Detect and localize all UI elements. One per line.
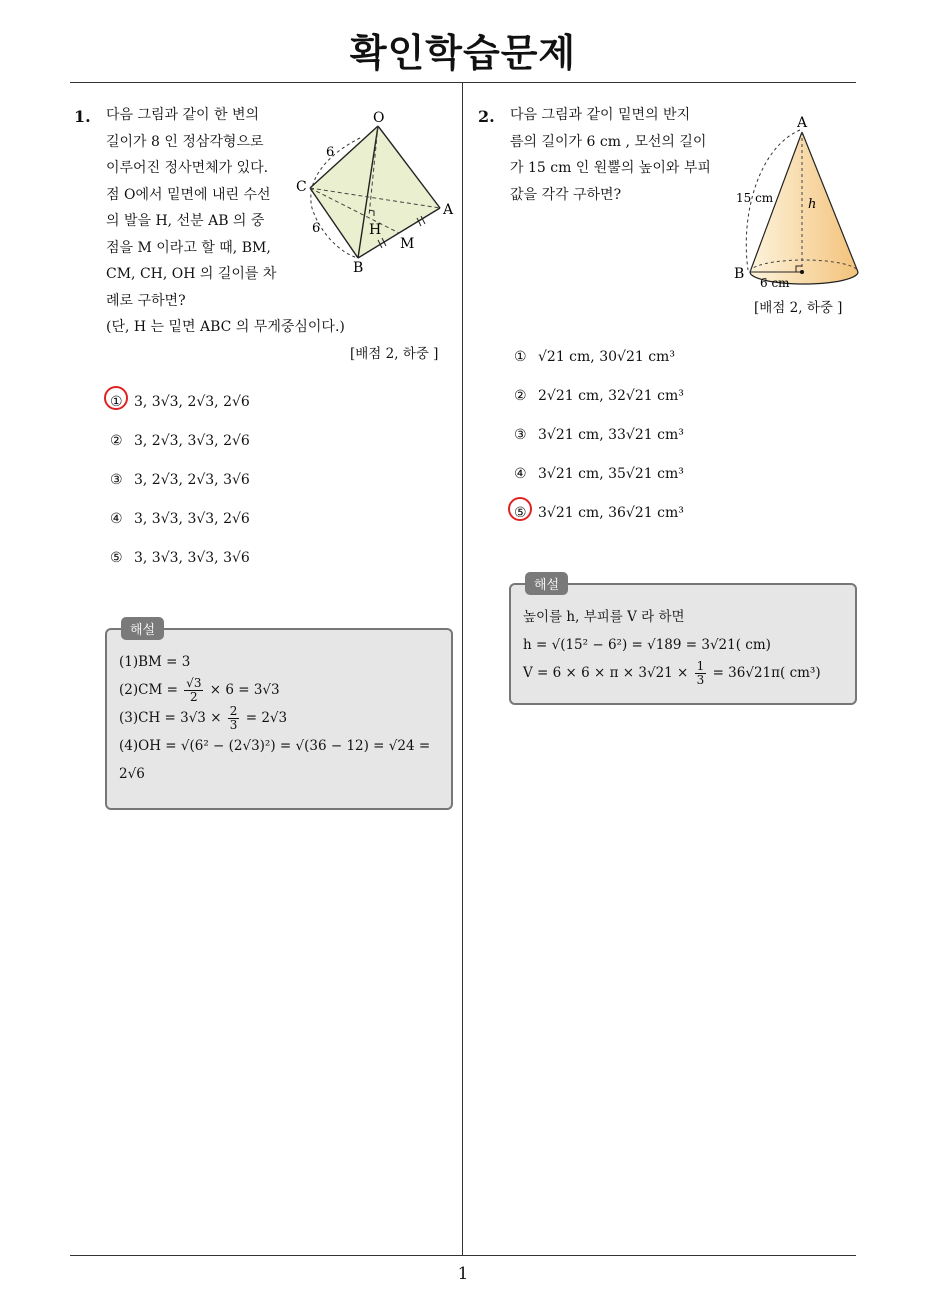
option-text: 3, 3√3, 2√3, 2√6 bbox=[134, 394, 250, 410]
numerator: 1 bbox=[696, 659, 705, 673]
q1-stem-line: 다음 그림과 같이 한 변의 bbox=[106, 107, 260, 123]
label-b: B bbox=[734, 266, 745, 282]
solution-text: (2)CM = bbox=[119, 682, 183, 698]
option-number: ④ bbox=[514, 466, 527, 482]
q2-stem-line: 값을 각각 구하면? bbox=[510, 186, 622, 203]
label-m: M bbox=[400, 236, 415, 252]
answer-mark-circle bbox=[508, 497, 532, 521]
solution-text: (3)CH = 3√3 × bbox=[119, 710, 226, 726]
solution-text: × 6 = 3√3 bbox=[205, 682, 280, 698]
q2-stem-line: 가 15 cm 인 원뿔의 높이와 부피 bbox=[510, 160, 711, 176]
q1-stem-line: 길이가 8 인 정삼각형으로 bbox=[106, 133, 264, 150]
fraction bbox=[695, 660, 707, 687]
q2-stem-line: 다음 그림과 같이 밑면의 반지 bbox=[510, 107, 691, 123]
option-text: 3√21 cm, 33√21 cm³ bbox=[538, 427, 684, 443]
label-a: A bbox=[797, 115, 808, 131]
option-number: ④ bbox=[110, 511, 123, 527]
denominator: 3 bbox=[229, 718, 238, 732]
solution-text: = 2√3 bbox=[241, 710, 288, 726]
solution-text: V = 6 × 6 × π × 3√21 × bbox=[523, 665, 693, 681]
label-a: A bbox=[443, 202, 454, 218]
footer-rule bbox=[70, 1255, 856, 1256]
q1-option-5[interactable] bbox=[110, 546, 250, 585]
denominator: 2 bbox=[189, 690, 198, 704]
q2-solution-box bbox=[509, 578, 857, 705]
q2-option-2[interactable] bbox=[514, 384, 684, 423]
label-b: B bbox=[353, 260, 364, 276]
option-number: ② bbox=[110, 433, 123, 449]
solution-line: 2√6 bbox=[119, 766, 145, 782]
page-number: 1 bbox=[457, 1264, 469, 1284]
q2-option-3[interactable] bbox=[514, 423, 684, 462]
q1-stem-line: 의 발을 H, 선분 AB 의 중 bbox=[106, 213, 265, 229]
option-text: 3√21 cm, 35√21 cm³ bbox=[538, 466, 684, 482]
solution-tag: 해설 bbox=[121, 617, 164, 640]
q1-meta: [배점 2, 하중 ] bbox=[350, 346, 439, 362]
q1-stem-line: CM, CH, OH 의 길이를 차 bbox=[106, 266, 277, 282]
column-divider bbox=[462, 83, 463, 1255]
option-text: 3, 3√3, 3√3, 3√6 bbox=[134, 550, 250, 566]
q1-number: 1. bbox=[74, 107, 91, 126]
label-side: 6 bbox=[326, 145, 335, 160]
label-side: 6 bbox=[312, 221, 321, 236]
q1-tetrahedron-figure bbox=[290, 108, 460, 278]
option-number: ③ bbox=[514, 427, 527, 443]
q1-option-3[interactable] bbox=[110, 468, 250, 507]
q1-stem-line: 점을 M 이라고 할 때, BM, bbox=[106, 239, 271, 256]
option-number: ⑤ bbox=[514, 505, 527, 521]
option-text: 3√21 cm, 36√21 cm³ bbox=[538, 505, 684, 521]
label-height: h bbox=[808, 197, 817, 212]
answer-mark-circle bbox=[104, 386, 128, 410]
option-text: √21 cm, 30√21 cm³ bbox=[538, 349, 675, 365]
q1-option-1[interactable] bbox=[110, 390, 250, 429]
numerator: 2 bbox=[229, 704, 238, 718]
q1-stem-line: 례로 구하면? bbox=[106, 292, 186, 309]
solution-text: = 36√21π( cm³) bbox=[708, 665, 821, 681]
solution-line: (1)BM = 3 bbox=[119, 654, 191, 670]
option-text: 3, 3√3, 3√3, 2√6 bbox=[134, 511, 250, 527]
q1-option-4[interactable] bbox=[110, 507, 250, 546]
label-h: H bbox=[369, 222, 382, 238]
q2-option-1[interactable] bbox=[514, 345, 684, 384]
option-number: ① bbox=[514, 349, 527, 365]
solution-tag: 해설 bbox=[525, 572, 568, 595]
label-c: C bbox=[296, 179, 307, 195]
option-text: 3, 2√3, 2√3, 3√6 bbox=[134, 472, 250, 488]
option-text: 2√21 cm, 32√21 cm³ bbox=[538, 388, 684, 404]
option-number: ⑤ bbox=[110, 550, 123, 566]
q2-options bbox=[514, 345, 684, 540]
q2-stem-line: 름의 길이가 6 cm , 모선의 길이 bbox=[510, 133, 707, 150]
center-dot bbox=[800, 270, 804, 274]
fraction bbox=[184, 677, 203, 704]
q1-stem-line: 점 O에서 밑면에 내린 수선 bbox=[106, 186, 271, 203]
denominator: 3 bbox=[696, 673, 705, 687]
numerator: √3 bbox=[186, 676, 202, 690]
q2-meta: [배점 2, 하중 ] bbox=[754, 300, 843, 316]
solution-line bbox=[119, 676, 430, 704]
header-rule bbox=[70, 82, 856, 83]
label-o: O bbox=[373, 110, 385, 126]
page-title: 확인학습문제 bbox=[349, 31, 577, 75]
cone-body bbox=[750, 132, 858, 284]
q1-stem-line: 이루어진 정사면체가 있다. bbox=[106, 160, 269, 176]
q2-cone-figure bbox=[730, 112, 870, 292]
solution-line: 높이를 h, 부피를 V 라 하면 bbox=[523, 609, 685, 625]
q1-stem-line: (단, H 는 밑면 ABC 의 무게중심이다.) bbox=[106, 319, 345, 335]
fraction bbox=[228, 705, 240, 732]
solution-line: h = √(15² − 6²) = √189 = 3√21( cm) bbox=[523, 637, 771, 653]
q2-option-4[interactable] bbox=[514, 462, 684, 501]
option-number: ② bbox=[514, 388, 527, 404]
solution-line bbox=[119, 704, 430, 732]
option-number: ① bbox=[110, 394, 123, 410]
q1-solution-box bbox=[105, 623, 453, 810]
label-radius: 6 cm bbox=[760, 276, 790, 290]
q2-solution-body bbox=[523, 603, 821, 687]
q1-option-2[interactable] bbox=[110, 429, 250, 468]
q1-solution-body bbox=[119, 648, 430, 788]
q2-option-5[interactable] bbox=[514, 501, 684, 540]
option-number: ③ bbox=[110, 472, 123, 488]
solution-line: (4)OH = √(6² − (2√3)²) = √(36 − 12) = √24 = bbox=[119, 738, 431, 754]
q2-stem bbox=[510, 102, 711, 208]
q2-number: 2. bbox=[478, 107, 495, 126]
option-text: 3, 2√3, 3√3, 2√6 bbox=[134, 433, 250, 449]
q1-options bbox=[110, 390, 250, 585]
label-slant: 15 cm bbox=[736, 191, 774, 205]
solution-line bbox=[523, 659, 821, 687]
